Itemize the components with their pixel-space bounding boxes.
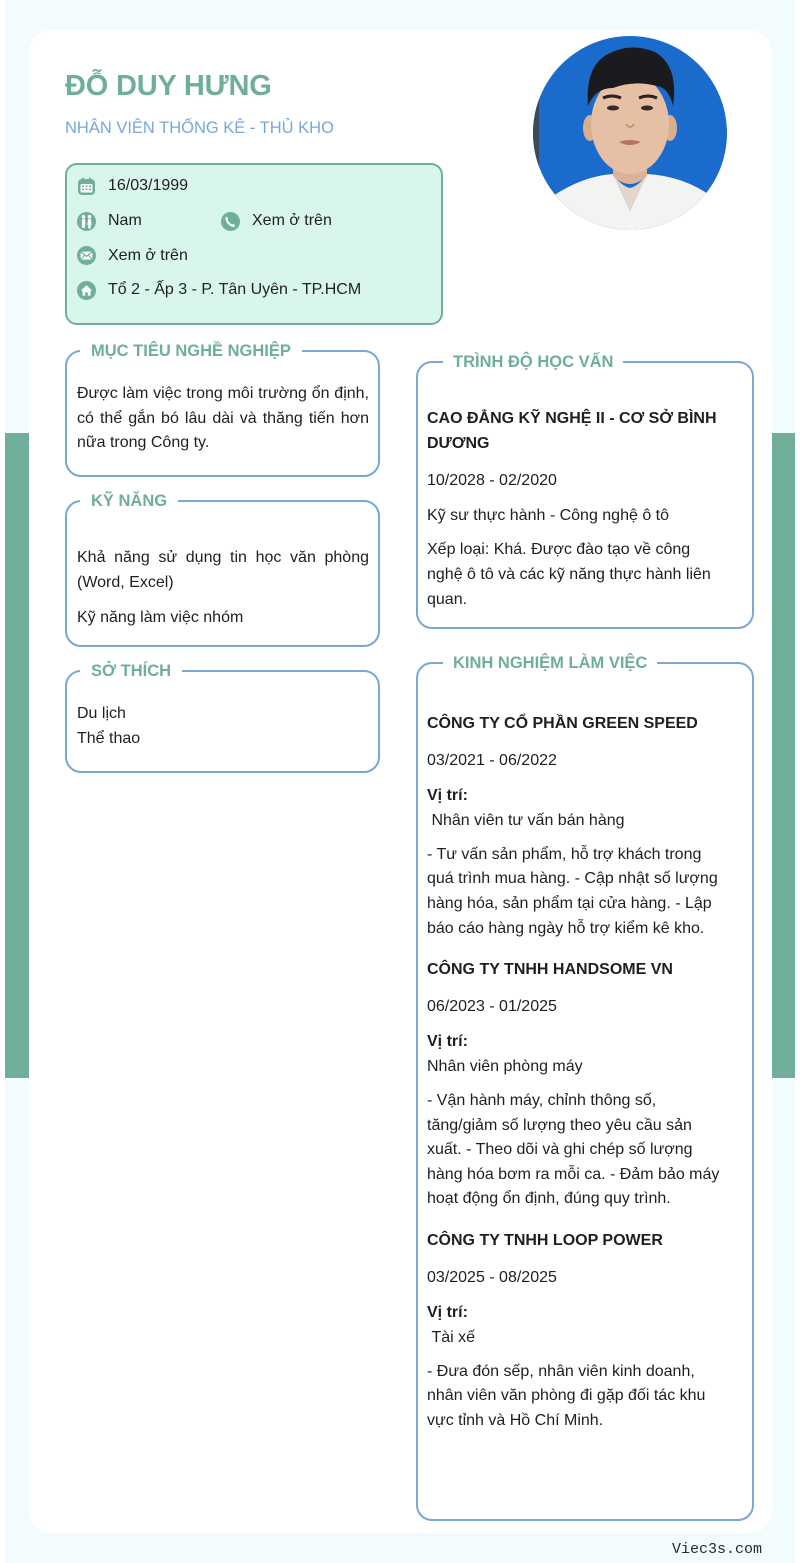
experience-description: - Đưa đón sếp, nhân viên kinh doanh, nhân viên văn phòng đi gặp đối tác khu vực tỉnh và Hồ Chí Minh. <box>427 1362 706 1429</box>
experience-period: 03/2021 - 06/2022 <box>427 751 557 769</box>
experience-description: - Vận hành máy, chỉnh thông số, tăng/giảm số lượng theo yêu cầu sản xuất. - Theo dõi và ghi chép số lượng hàng hóa bơm ra mỗi ca. - Đảm bảo máy hoạt động ổn định, đúng quy trình. <box>427 1091 720 1208</box>
email-value: Xem ở trên <box>108 246 188 264</box>
left-accent-stripe <box>5 433 29 1078</box>
experience-item <box>427 1229 728 1434</box>
section-title-education: TRÌNH ĐỘ HỌC VẤN <box>443 351 623 373</box>
contact-info-box <box>65 163 443 325</box>
education-section <box>416 353 754 629</box>
right-accent-stripe <box>772 433 795 1078</box>
hobby-item: Du lịch <box>77 705 126 722</box>
phone-value: Xem ở trên <box>252 212 332 230</box>
experience-period: 06/2023 - 01/2025 <box>427 998 557 1016</box>
home-icon <box>77 281 96 300</box>
education-school: CAO ĐẲNG KỸ NGHỆ II - CƠ SỞ BÌNH DƯƠNG <box>427 410 717 452</box>
position-label: Vị trí: <box>427 787 468 805</box>
address-value: Tổ 2 - Ấp 3 - P. Tân Uyên - TP.HCM <box>108 281 362 299</box>
skill-item: Kỹ năng làm việc nhóm <box>77 609 244 627</box>
job-title: NHÂN VIÊN THỐNG KÊ - THỦ KHO <box>65 119 334 137</box>
education-major: Kỹ sư thực hành - Công nghệ ô tô <box>427 507 670 525</box>
envelope-icon <box>77 246 96 265</box>
position-label: Vị trí: <box>427 1303 468 1321</box>
gender-icon <box>77 212 96 231</box>
education-period: 10/2028 - 02/2020 <box>427 472 557 490</box>
gender-phone-row <box>77 204 441 239</box>
phone-icon <box>221 212 240 231</box>
experience-section <box>416 654 754 1521</box>
birthday-row <box>77 169 441 204</box>
experience-period: 03/2025 - 08/2025 <box>427 1268 557 1286</box>
position-label: Vị trí: <box>427 1033 468 1051</box>
email-row <box>77 238 441 273</box>
experience-position: Nhân viên phòng máy <box>427 1057 583 1075</box>
objective-text: Được làm việc trong môi trường ổn định, có thể gắn bó lâu dài và thăng tiến hơn nữa trong Công ty. <box>77 385 369 452</box>
experience-item <box>427 958 728 1212</box>
hobby-item: Thể thao <box>77 729 141 747</box>
experience-company: CÔNG TY TNHH HANDSOME VN <box>427 961 673 979</box>
section-title-skills: KỸ NĂNG <box>80 490 178 512</box>
objective-section <box>65 342 380 477</box>
calendar-icon <box>77 177 96 196</box>
site-watermark: Viec3s.com <box>671 1541 762 1558</box>
experience-item <box>427 712 728 941</box>
candidate-name: ĐỖ DUY HƯNG <box>65 70 272 102</box>
skills-section <box>65 492 380 647</box>
experience-company: CÔNG TY TNHH LOOP POWER <box>427 1231 663 1249</box>
skill-item: Khả năng sử dụng tin học văn phòng (Word, Excel) <box>77 549 369 591</box>
experience-position: Nhân viên tư vấn bán hàng <box>427 811 625 829</box>
avatar-photo <box>533 36 727 230</box>
experience-company: CÔNG TY CỔ PHẦN GREEN SPEED <box>427 715 698 732</box>
section-title-hobbies: SỞ THÍCH <box>80 660 182 682</box>
education-description: Xếp loại: Khá. Được đào tạo về công nghệ ô tô và các kỹ năng thực hành liên quan. <box>427 541 711 608</box>
section-title-experience: KINH NGHIỆM LÀM VIỆC <box>443 652 657 674</box>
address-row <box>77 273 441 308</box>
experience-description: - Tư vấn sản phẩm, hỗ trợ khách trong quá trình mua hàng. - Cập nhật số lượng hàng hóa, sản phẩm tại cửa hàng. - Lập báo cáo hàng ngày hỗ trợ kiểm kê kho. <box>427 845 718 937</box>
hobbies-section <box>65 662 380 773</box>
section-title-objective: MỤC TIÊU NGHỀ NGHIỆP <box>80 340 302 362</box>
gender-value: Nam <box>108 212 142 230</box>
birthday-value: 16/03/1999 <box>108 177 189 195</box>
experience-position: Tài xế <box>427 1328 476 1346</box>
